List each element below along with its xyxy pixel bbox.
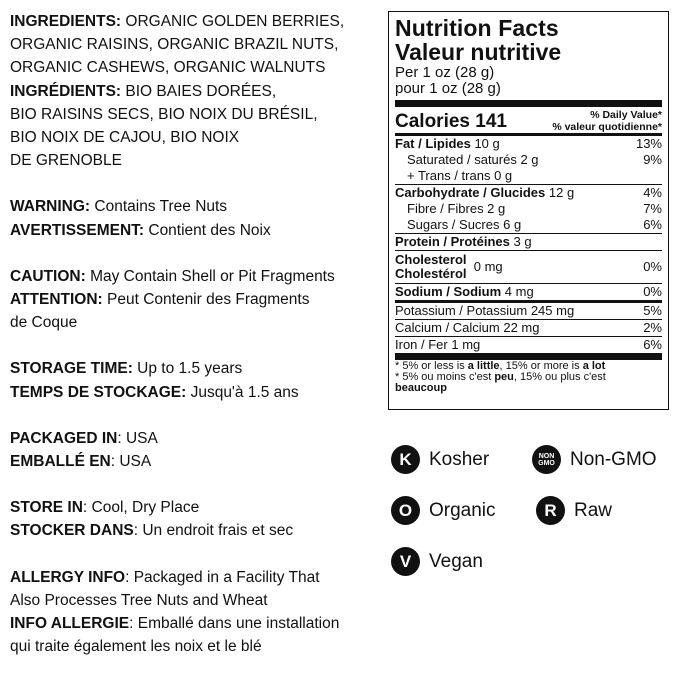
certification-badges — [391, 443, 679, 593]
footnote: * 5% or less is a little, 15% or more is a lot * 5% ou moins c'est peu, 15% ou plus c'est beaucoup — [395, 353, 662, 394]
ingredients-block — [10, 10, 380, 172]
caution-line: de Coque — [10, 314, 78, 332]
raw-label: Raw — [574, 499, 613, 521]
vegan-badge — [391, 547, 483, 576]
potassium-row: Potassium / Potassium 245 mg 5% — [395, 300, 662, 319]
packaged-line: PACKAGED IN: USA — [10, 429, 158, 447]
sugars-row: Sugars / Sucres 6 g 6% — [407, 217, 662, 232]
nutrition-title-en: Nutrition Facts — [395, 15, 559, 41]
nutrition-title-fr: Valeur nutritive — [395, 39, 562, 65]
fibre-row: Fibre / Fibres 2 g 7% — [407, 201, 662, 216]
allergy-line: INFO ALLERGIE: Emballé dans une installation — [10, 615, 340, 633]
organic-badge — [391, 496, 496, 525]
warning-block — [10, 195, 380, 241]
ingredients-line: BIO NOIX DE CAJOU, BIO NOIX — [10, 129, 240, 147]
calories-row — [395, 107, 662, 133]
warning-line: AVERTISSEMENT: Contient des Noix — [10, 221, 271, 239]
kosher-badge — [391, 445, 489, 474]
caution-line: CAUTION: May Contain Shell or Pit Fragments — [10, 267, 335, 285]
serving-size-en: Per 1 oz (28 g) — [395, 64, 495, 81]
store-block — [10, 496, 380, 542]
fat-row: Fat / Lipides 10 g 13% — [395, 136, 662, 151]
cholesterol-row: Cholesterol Cholestérol 0 mg 0% — [395, 252, 662, 281]
iron-row: Iron / Fer 1 mg 6% — [395, 337, 662, 352]
raw-icon: R — [536, 496, 565, 525]
allergy-block — [10, 566, 380, 659]
serving-size-fr: pour 1 oz (28 g) — [395, 80, 501, 97]
storage-block — [10, 357, 380, 403]
ingredients-line: DE GRENOBLE — [10, 152, 122, 170]
divider — [395, 100, 662, 107]
store-line: STORE IN: Cool, Dry Place — [10, 499, 200, 517]
vegan-label: Vegan — [429, 550, 483, 572]
packaged-line: EMBALLÉ EN: USA — [10, 453, 152, 471]
organic-label: Organic — [429, 499, 496, 521]
ingredients-line: INGRÉDIENTS: BIO BAIES DORÉES, — [10, 82, 277, 100]
allergy-line: Also Processes Tree Nuts and Wheat — [10, 591, 268, 609]
warning-line: WARNING: Contains Tree Nuts — [10, 198, 228, 216]
kosher-label: Kosher — [429, 448, 490, 470]
ingredients-line: ORGANIC CASHEWS, ORGANIC WALNUTS — [10, 59, 326, 77]
calories-value: 141 — [475, 111, 507, 132]
allergy-line: ALLERGY INFO: Packaged in a Facility That — [10, 568, 320, 586]
product-info-text — [10, 10, 380, 681]
non-gmo-label: Non-GMO — [570, 448, 657, 470]
non-gmo-badge — [532, 445, 657, 474]
storage-line: STORAGE TIME: Up to 1.5 years — [10, 360, 243, 378]
saturated-row: Saturated / saturés 2 g 9% — [407, 152, 662, 167]
dv-header-en: % Daily Value* — [590, 109, 662, 121]
ingredients-line: INGREDIENTS: ORGANIC GOLDEN BERRIES, — [10, 13, 345, 30]
non-gmo-icon: NON GMO — [532, 445, 561, 474]
raw-badge — [536, 496, 612, 525]
calcium-row: Calcium / Calcium 22 mg 2% — [395, 320, 662, 335]
kosher-icon: K — [391, 445, 420, 474]
organic-icon: O — [391, 496, 420, 525]
dv-header-fr: % valeur quotidienne* — [552, 121, 662, 133]
calories-label: Calories — [395, 111, 470, 132]
vegan-icon: V — [391, 547, 420, 576]
nutrition-facts-table — [388, 11, 669, 410]
carbohydrate-row: Carbohydrate / Glucides 12 g 4% — [395, 185, 662, 200]
packaged-block — [10, 427, 380, 473]
trans-row: + Trans / trans 0 g — [407, 168, 513, 183]
caution-block — [10, 265, 380, 335]
store-line: STOCKER DANS: Un endroit frais et sec — [10, 522, 294, 540]
ingredients-line: BIO RAISINS SECS, BIO NOIX DU BRÉSIL, — [10, 105, 318, 123]
storage-line: TEMPS DE STOCKAGE: Jusqu'à 1.5 ans — [10, 383, 299, 401]
ingredients-line: ORGANIC RAISINS, ORGANIC BRAZIL NUTS, — [10, 36, 339, 54]
sodium-row: Sodium / Sodium 4 mg 0% — [395, 284, 662, 299]
allergy-line: qui traite également les noix et le blé — [10, 638, 262, 656]
protein-row: Protein / Protéines 3 g — [395, 233, 662, 250]
caution-line: ATTENTION: Peut Contenir des Fragments — [10, 291, 310, 309]
